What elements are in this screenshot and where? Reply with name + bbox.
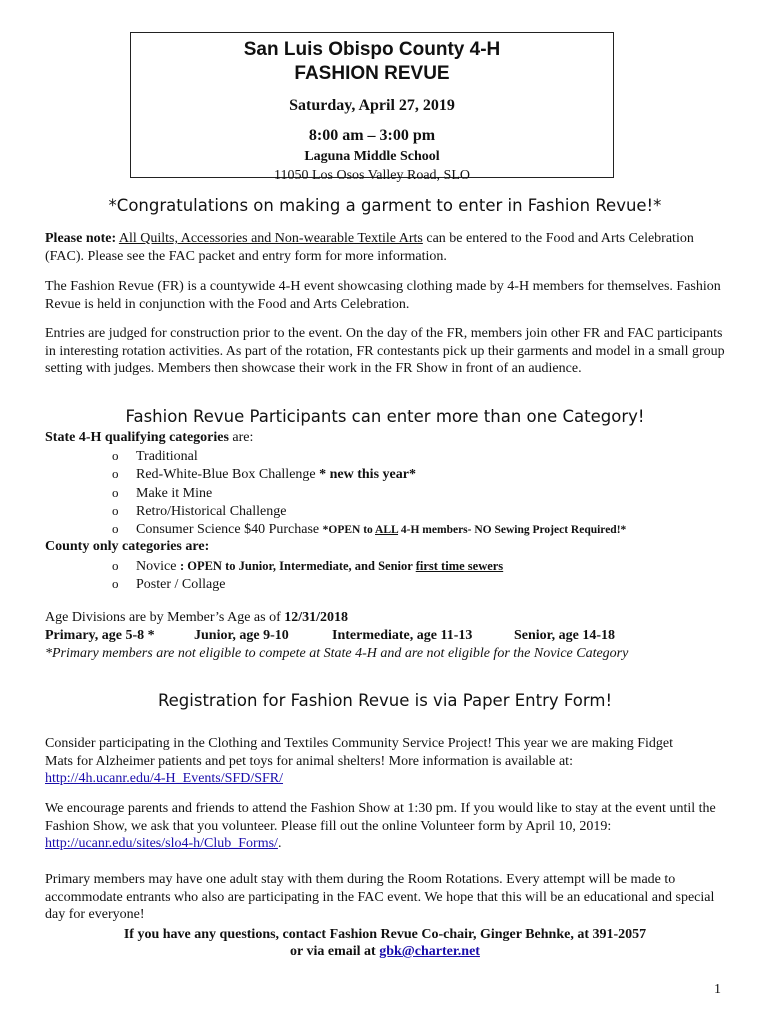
county-label: County only categories [45, 539, 182, 554]
event-venue: Laguna Middle School [304, 149, 440, 164]
categories-heading: Fashion Revue Participants can enter more than one Category! [125, 407, 645, 426]
primary-note: *Primary members are not eligible to compete at State 4-H and are not eligible for the Novice Category [45, 646, 629, 661]
state-categories-label [45, 429, 735, 447]
contact-email-line: or via email at gbk@charter.net [290, 944, 480, 959]
header-box [130, 32, 614, 183]
event-time: 8:00 am – 3:00 pm [308, 127, 436, 144]
state-label: State 4-H qualifying categories [45, 430, 229, 445]
registration-heading: Registration for Fashion Revue is via Paper Entry Form! [157, 691, 613, 710]
list-item: o Red-White-Blue Box Challenge * new this year* [112, 466, 416, 482]
list-item: o Traditional [112, 448, 198, 464]
age-cutoff-date: 12/31/2018 [284, 610, 349, 625]
bullet-icon: o [112, 576, 119, 591]
list-item: o Consumer Science $40 Purchase *OPEN to ALL 4-H members- NO Sewing Project Required!* [112, 521, 627, 537]
service-paragraph: Consider participating in the Clothing and Textiles Community Service Project! This year we are making Fidget Mats for Alzheimer patients and pet toys for animal shelters! More information is available at: http://4h.ucanr.edu/4-H_Events/SFD/SFR/ [45, 736, 673, 786]
bullet-icon: o [112, 503, 119, 518]
age-division-junior: Junior, age 9-10 [194, 628, 289, 643]
age-division-intermediate: Intermediate, age 11-13 [332, 628, 473, 643]
county-suffix: are: [181, 539, 210, 554]
event-address: 11050 Los Osos Valley Road, SLO [274, 168, 470, 183]
bullet-icon: o [112, 466, 119, 481]
county-categories-label [45, 538, 735, 556]
age-division-primary: Primary, age 5-8 * [45, 628, 155, 643]
note-underlined: All Quilts, Accessories and Non-wearable Textile Arts [118, 231, 423, 246]
primary-paragraph: Primary members may have one adult stay with them during the Room Rotations. Every attempt will be made to accommodate entrants who also are participating in the FAC event. We hope that this will be an educational and special day for everyone! [45, 872, 715, 922]
contact-email-link[interactable]: gbk@charter.net [379, 944, 480, 959]
state-suffix: are: [228, 430, 254, 445]
volunteer-paragraph: We encourage parents and friends to attend the Fashion Show at 1:30 pm. If you would like to stay at the event until the Fashion Show, we ask that you volunteer. Please fill out the online Volunteer form by April 10, 2019: http://ucanr.edu/sites/slo4-h/Club_Forms/. [45, 801, 716, 851]
page-number: 1 [714, 982, 721, 997]
intro-paragraph: The Fashion Revue (FR) is a countywide 4-H event showcasing clothing made by 4-H members for themselves. Fashion Revue is held in conjunction with the Food and Arts Celebration. [45, 279, 721, 312]
event-title: San Luis Obispo County 4-H [243, 39, 501, 60]
list-item: o Poster / Collage [112, 576, 226, 592]
bullet-icon: o [112, 558, 119, 573]
event-subtitle: FASHION REVUE [294, 63, 450, 84]
note-paragraph [45, 230, 735, 265]
event-date: Saturday, April 27, 2019 [289, 97, 455, 114]
age-division-senior: Senior, age 14-18 [514, 628, 615, 643]
bullet-icon: o [112, 448, 119, 463]
list-item: o Novice : OPEN to Junior, Intermediate, and Senior first time sewers [112, 558, 504, 574]
contact-line: If you have any questions, contact Fashion Revue Co-chair, Ginger Behnke, at 391-2057 [123, 927, 647, 942]
list-item: o Retro/Historical Challenge [112, 503, 287, 519]
list-item: o Make it Mine [112, 485, 213, 501]
service-link[interactable]: http://4h.ucanr.edu/4-H_Events/SFD/SFR/ [45, 771, 284, 786]
congrats-heading: *Congratulations on making a garment to enter in Fashion Revue!* [108, 196, 662, 215]
judging-paragraph: Entries are judged for construction prior to the event. On the day of the FR, members join other FR and FAC participants in interesting rotation activities. As part of the rotation, FR contestants pick up their garments and model in a small group setting with judges. Members then showcase their work in the FR Show in front of an audience. [45, 326, 725, 376]
note-rest: can be entered to the Food and Arts Celebration (FAC). Please see the FAC packet and entry form for more information. [45, 231, 694, 264]
volunteer-form-link[interactable]: http://ucanr.edu/sites/slo4-h/Club_Forms/ [45, 836, 278, 851]
bullet-icon: o [112, 485, 119, 500]
age-divisions-intro: Age Divisions are by Member’s Age as of 12/31/2018 [45, 610, 349, 625]
bullet-icon: o [112, 521, 119, 536]
note-label: Please note: [45, 231, 117, 246]
